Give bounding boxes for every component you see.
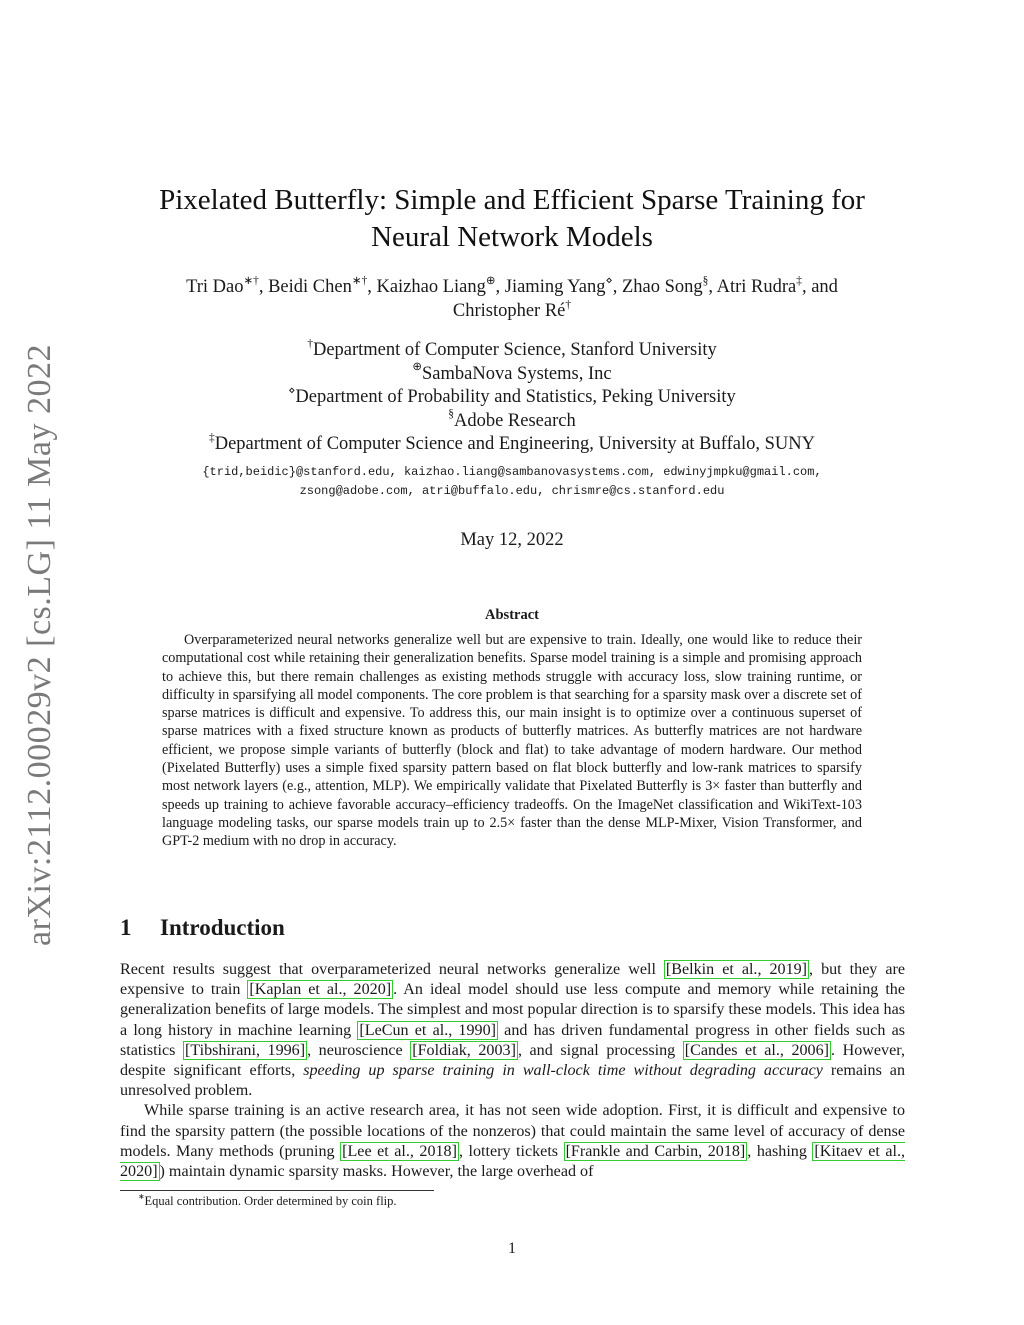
citation-link[interactable]: [Tibshirani, 1996] [185,1041,306,1059]
affiliation: ⊕SambaNova Systems, Inc [412,361,612,384]
author: Zhao Song§ [621,274,709,297]
paper-title [100,182,924,256]
author-emails [100,463,924,501]
affiliation: §Adobe Research [448,408,576,431]
abstract-heading: Abstract [485,607,539,623]
section-heading [120,915,285,941]
citation-link[interactable]: [Candes et al., 2006] [684,1041,830,1059]
author: Atri Rudra‡ [716,274,802,297]
citation-link[interactable]: [Belkin et al., 2019] [665,961,808,978]
citation-link[interactable]: [Kitaev et al., 2020] [120,1142,905,1181]
author: Jiaming Yang⋄ [504,274,613,297]
section-title: Introduction [160,915,285,940]
email-line-1: {trid,beidic}@stanford.edu, kaizhao.liang@sambanovasystems.com, edwinyjmpku@gmail.com, [202,465,822,479]
citation-link[interactable]: [Lee et al., 2018] [342,1142,457,1160]
emphasis-text: speeding up sparse training in wall-clock time without degrading accuracy [303,1062,823,1080]
author-list: Tri Dao∗†, Beidi Chen∗†, Kaizhao Liang⊕, Jiaming Yang⋄, Zhao Song§, Atri Rudra‡, and Christopher Ré† [186,274,838,321]
affiliation-list [100,339,924,457]
footnote-mark: ∗ [138,1192,145,1202]
footnote [120,1194,397,1209]
author: Kaizhao Liang⊕ [376,274,496,297]
footnote-text: Equal contribution. Order determined by coin flip. [144,1194,397,1208]
title-line-1: Pixelated Butterfly: Simple and Efficient Sparse Training for [159,184,865,216]
citation-link[interactable]: [Foldiak, 2003] [412,1041,516,1059]
paragraph-2: While sparse training is an active research area, it has not seen wide adoption. First, it is difficult and expensive to find the sparsity pattern (the possible locations of the nonzeros) that could maintain the same level of accuracy of dense models. Many methods (pruning [Lee et al., 2018] , lottery tickets [Frankle and Carbin, 2018] , hashing [Kitaev et al., 2020] ) maintain dynamic sparsity masks. However, the large overhead of [120,1102,905,1181]
introduction-body [120,960,905,1182]
section-number: 1 [120,915,132,940]
citation-link[interactable]: [Kaplan et al., 2020] [249,981,392,999]
author: Tri Dao∗† [186,274,259,297]
affiliation: ⋄Department of Probability and Statistics, Peking University [288,384,736,407]
arxiv-identifier: arXiv:2112.00029v2 [cs.LG] 11 May 2022 [21,344,58,946]
email-line-2: zsong@adobe.com, atri@buffalo.edu, chrismre@cs.stanford.edu [299,484,725,498]
citation-link[interactable]: [LeCun et al., 1990] [359,1021,496,1039]
footnote-divider [120,1190,434,1191]
affiliation: †Department of Computer Science, Stanford University [307,337,717,360]
authors-conjunction: and [811,277,838,297]
abstract-text: Overparameterized neural networks generalize well but are expensive to train. Ideally, one would like to reduce their computational cost while retaining their generalization benefits. Sparse model training is a simple and promising approach to achieve this, but there remain challenges as existing methods struggle with accuracy loss, slow training runtime, or difficulty in sparsifying all model components. The core problem is that searching for a sparsity mask over a discrete set of sparse matrices is difficult and expensive. To address this, our main insight is to optimize over a continuous superset of sparse matrices with a fixed structure known as products of butterfly matrices. As butterfly matrices are not hardware efficient, we propose simple variants of butterfly (block and flat) to take advantage of modern hardware. Our method (Pixelated Butterfly) uses a simple fixed sparsity pattern based on flat block butterfly and low-rank matrices to sparsify most network layers (e.g., attention, MLP). We empirically validate that Pixelated Butterfly is 3× faster than butterfly and speeds up training to achieve favorable accuracy–efficiency tradeoffs. On the ImageNet classification and WikiText-103 language modeling tasks, our sparse models train up to 2.5× faster than the dense MLP-Mixer, Vision Transformer, and GPT-2 medium with no drop in accuracy. [162,632,862,850]
title-line-2: Neural Network Models [371,221,653,253]
paper-date: May 12, 2022 [460,530,564,550]
page-number: 1 [508,1240,516,1257]
affiliation: ‡Department of Computer Science and Engineering, University at Buffalo, SUNY [209,431,815,454]
author: Christopher Ré† [452,298,572,321]
author: Beidi Chen∗† [268,274,368,297]
citation-link[interactable]: [Frankle and Carbin, 2018] [565,1142,746,1160]
paragraph-1: Recent results suggest that overparameterized neural networks generalize well [Belkin et al., 2019] , but they are expensive to train [Kaplan et al., 2020] . An ideal model should use less compute and memory while retaining the generalization benefits of large models. The simplest and most popular direction is to sparsify these models. This idea has a long history in machine learning [LeCun et al., 1990] and has driven fundamental progress in other fields such as statistics [Tibshirani, 1996] , neuroscience [Foldiak, 2003] , and signal processing [Candes et al., 2006] . However, despite significant efforts, speeding up sparse training in wall-clock time without degrading accuracy remains an unresolved problem. [120,961,906,1100]
